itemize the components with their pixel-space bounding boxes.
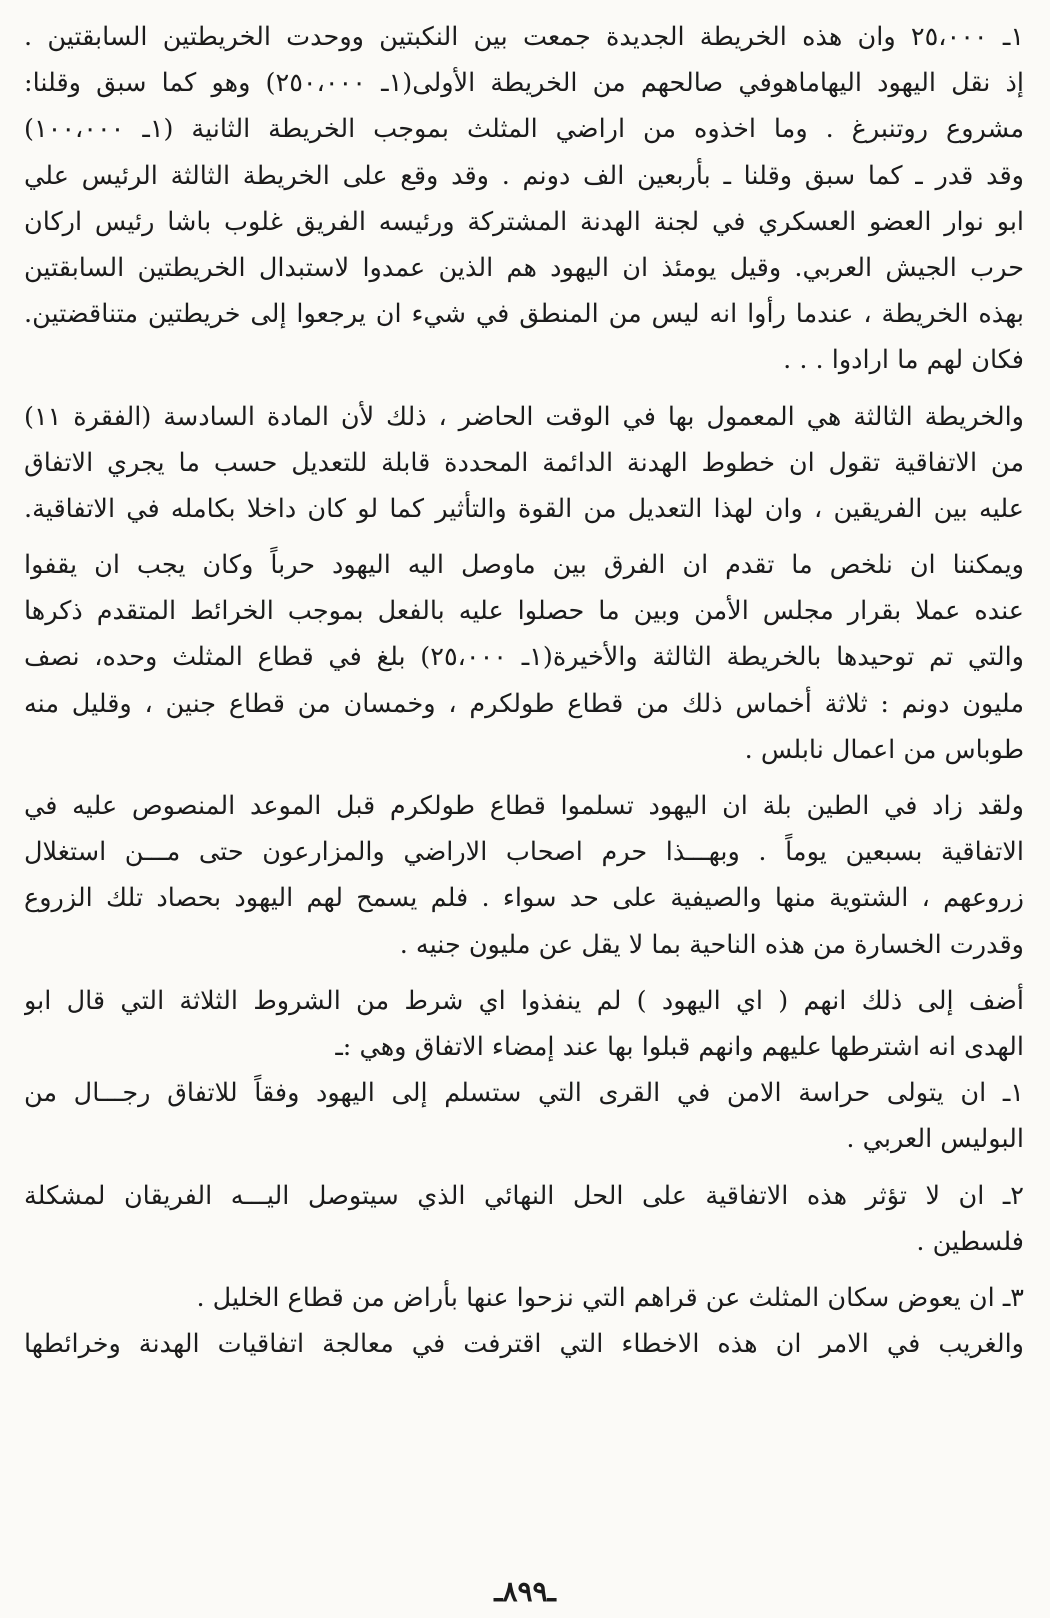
text-line: مليون دونم : ثلاثة أخماس ذلك من قطاع طولكرم ، وخمسان من قطاع جنين ، وقليل منه [24,688,1024,719]
list-item-2-continued: فلسطين . [916,1226,1024,1257]
text-line: عليه بين الفريقين ، وان لهذا التعديل من القوة والتأثير كما لو كان داخلا بكامله في الاتفاقية. [24,493,1024,524]
page-number: ـ٨٩٩ـ [494,1575,556,1608]
text-line: ويمكننا ان نلخص ما تقدم ان الفرق بين ماوصل اليه اليهود حرباً وكان يجب ان يقفوا [24,550,1024,581]
text-line: طوباس من اعمال نابلس . [744,734,1024,765]
text-line: وقدرت الخسارة من هذه الناحية بما لا يقل عن مليون جنيه . [399,929,1024,960]
list-item-2: ٢ـ ان لا تؤثر هذه الاتفاقية على الحل النهائي الذي سيتوصل اليـــه الفريقان لمشكلة [24,1180,1024,1211]
text-line: الاتفاقية بسبعين يوماً . وبهـــذا حرم اصحاب الاراضي والمزارعون حتى مـــن استغلال [24,837,1024,868]
text-line: مشروع روتنبرغ . وما اخذوه من اراضي المثلث بموجب الخريطة الثانية (١ـ ١٠٠،٠٠٠) [24,114,1024,145]
text-line: وقد قدر ـ كما سبق وقلنا ـ بأربعين الف دونم . وقد وقع على الخريطة الثالثة الرئيس علي [24,160,1024,191]
text-line: فكان لهم ما ارادوا . . . [783,345,1024,376]
text-line: الهدى انه اشترطها عليهم وانهم قبلوا بها عند إمضاء الاتفاق وهي :ـ [335,1031,1024,1062]
text-line: بهذه الخريطة ، عندما رأوا انه ليس من المنطق في شيء ان يرجعوا إلى خريطتين متناقضتين. [24,299,1024,330]
text-line: من الاتفاقية تقول ان خطوط الهدنة الدائمة المحددة قابلة للتعديل حسب ما يجري الاتفاق [24,447,1024,478]
text-line: زروعهم ، الشتوية منها والصيفية على حد سواء . فلم يسمح لهم اليهود بحصاد تلك الزروع [24,883,1024,914]
text-line: حرب الجيش العربي. وقيل يومئذ ان اليهود هم الذين عمدوا لاستبدال الخريطتين السابقتين [24,252,1024,283]
text-line: ١ـ ٢٥،٠٠٠ وان هذه الخريطة الجديدة جمعت بين النكبتين ووحدت الخريطتين السابقتين . [24,22,1024,52]
text-line: أضف إلى ذلك انهم ( اي اليهود ) لم ينفذوا اي شرط من الشروط الثلاثة التي قال ابو [24,985,1024,1016]
text-line: والغريب في الامر ان هذه الاخطاء التي اقترفت في معالجة اتفاقيات الهدنة وخرائطها [24,1329,1024,1360]
text-line: ولقد زاد في الطين بلة ان اليهود تسلموا قطاع طولكرم قبل الموعد المنصوص عليه في [24,791,1024,821]
text-line: والتي تم توحيدها بالخريطة الثالثة والأخيرة(١ـ ٢٥،٠٠٠) بلغ في قطاع المثلث وحده، نصف [24,642,1024,673]
text-line: والخريطة الثالثة هي المعمول بها في الوقت الحاضر ، ذلك لأن المادة السادسة (الفقرة ١١) [24,401,1024,432]
list-item-1: ١ـ ان يتولى حراسة الامن في القرى التي ستسلم إلى اليهود وفقاً للاتفاق رجـــال من [24,1078,1024,1109]
text-line: إذ نقل اليهود اليهاماهوفي صالحهم من الخريطة الأولى(١ـ ٢٥٠،٠٠٠) وهو كما سبق وقلنا: [24,68,1024,99]
list-item-3: ٣ـ ان يعوض سكان المثلث عن قراهم التي نزحوا عنها بأراض من قطاع الخليل . [196,1282,1024,1313]
text-line: عنده عملا بقرار مجلس الأمن وبين ما حصلوا عليه بالفعل بموجب الخرائط المتقدم ذكرها [24,596,1024,627]
text-line: ابو نوار العضو العسكري في لجنة الهدنة المشتركة ورئيسه الفريق غلوب باشا رئيس اركان [24,206,1024,237]
body-text [24,14,1024,1367]
list-item-1-continued: البوليس العربي . [846,1124,1024,1155]
